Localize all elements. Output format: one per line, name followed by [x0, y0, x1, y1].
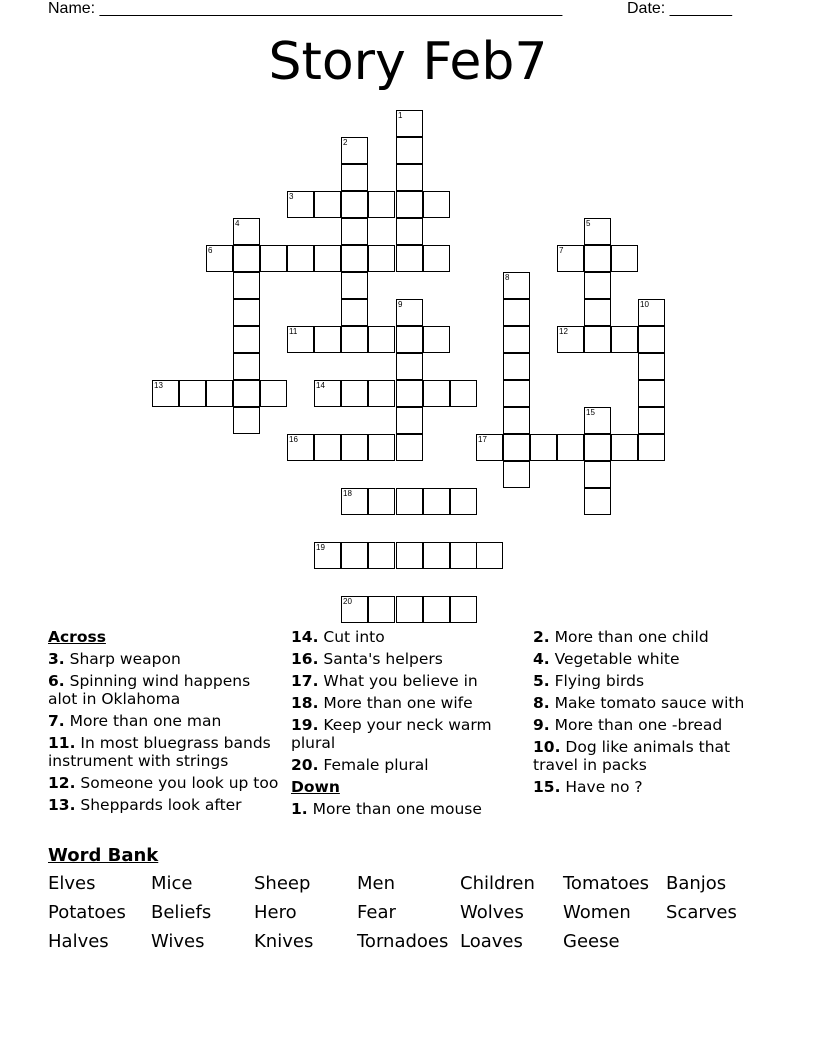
cell-number: 20 [343, 597, 352, 606]
grid-cell[interactable] [584, 326, 611, 353]
grid-cell[interactable] [423, 488, 450, 515]
word-bank-word: Geese [563, 931, 620, 952]
clue-text: More than one mouse [307, 800, 482, 818]
grid-cell[interactable] [503, 434, 530, 461]
clue-item [533, 738, 769, 774]
grid-cell[interactable] [503, 326, 530, 353]
grid-cell[interactable] [423, 191, 450, 218]
clue-item [533, 694, 769, 712]
clue-text: More than one -bread [549, 716, 723, 734]
cell-number: 6 [208, 246, 213, 255]
grid-cell[interactable] [233, 353, 260, 380]
clue-item [291, 694, 527, 712]
grid-cell[interactable] [450, 380, 477, 407]
clue-number: 14. [291, 628, 319, 646]
grid-cell[interactable] [638, 299, 665, 326]
clue-number: 5. [533, 672, 550, 690]
grid-cell[interactable] [396, 245, 423, 272]
grid-cell[interactable] [396, 137, 423, 164]
clue-number: 16. [291, 650, 319, 668]
clue-text: More than one man [64, 712, 222, 730]
name-field-label: Name: ____________________________________________________ [48, 0, 563, 17]
clue-number: 7. [48, 712, 65, 730]
clue-item [291, 628, 527, 646]
clue-item [48, 734, 284, 770]
cell-number: 2 [343, 138, 348, 147]
clues-column-3 [533, 628, 769, 800]
clue-number: 11. [48, 734, 76, 752]
word-bank-word: Mice [151, 873, 193, 894]
grid-cell[interactable] [314, 542, 341, 569]
grid-cell[interactable] [233, 272, 260, 299]
grid-cell[interactable] [368, 488, 395, 515]
grid-cell[interactable] [396, 542, 423, 569]
grid-cell[interactable] [396, 164, 423, 191]
grid-cell[interactable] [368, 326, 395, 353]
clue-item [48, 774, 284, 792]
grid-cell[interactable] [638, 326, 665, 353]
clue-item [533, 778, 769, 796]
cell-number: 1 [398, 111, 403, 120]
clue-item [533, 672, 769, 690]
word-bank-word: Halves [48, 931, 109, 952]
grid-cell[interactable] [611, 245, 638, 272]
word-bank-word: Tornadoes [357, 931, 449, 952]
grid-cell[interactable] [476, 434, 503, 461]
grid-cell[interactable] [503, 461, 530, 488]
clue-item [291, 716, 527, 752]
grid-cell[interactable] [341, 596, 368, 623]
grid-cell[interactable] [206, 245, 233, 272]
clue-number: 3. [48, 650, 65, 668]
word-bank-word: Wives [151, 931, 205, 952]
word-bank-word: Children [460, 873, 535, 894]
grid-cell[interactable] [341, 272, 368, 299]
cell-number: 10 [640, 300, 649, 309]
word-bank-word: Beliefs [151, 902, 212, 923]
grid-cell[interactable] [314, 191, 341, 218]
clue-item [48, 650, 284, 668]
clue-text: Sharp weapon [64, 650, 181, 668]
grid-cell[interactable] [530, 434, 557, 461]
clue-number: 13. [48, 796, 76, 814]
word-bank-word: Women [563, 902, 631, 923]
clue-item [291, 800, 527, 818]
clue-item [48, 672, 284, 708]
clue-text: Keep your neck warm plural [291, 716, 492, 752]
clue-number: 12. [48, 774, 76, 792]
cell-number: 9 [398, 300, 403, 309]
clue-text: Female plural [318, 756, 429, 774]
grid-cell[interactable] [233, 299, 260, 326]
word-bank-word: Tomatoes [563, 873, 650, 894]
word-bank-word: Elves [48, 873, 96, 894]
cell-number: 7 [559, 246, 564, 255]
grid-cell[interactable] [396, 353, 423, 380]
cell-number: 18 [343, 489, 352, 498]
word-bank-word: Knives [254, 931, 314, 952]
clue-text: More than one wife [318, 694, 473, 712]
grid-cell[interactable] [233, 326, 260, 353]
cell-number: 19 [316, 543, 325, 552]
clues-column-2 [291, 628, 527, 822]
grid-cell[interactable] [557, 245, 584, 272]
grid-cell[interactable] [638, 407, 665, 434]
clue-number: 4. [533, 650, 550, 668]
cell-number: 12 [559, 327, 568, 336]
grid-cell[interactable] [233, 218, 260, 245]
clue-text: In most bluegrass bands instrument with strings [48, 734, 271, 770]
grid-cell[interactable] [503, 353, 530, 380]
grid-cell[interactable] [503, 272, 530, 299]
clue-text: Someone you look up too [75, 774, 279, 792]
grid-cell[interactable] [584, 245, 611, 272]
down-heading: Down [291, 778, 340, 796]
clue-text: Sheppards look after [75, 796, 242, 814]
grid-cell[interactable] [584, 488, 611, 515]
cell-number: 16 [289, 435, 298, 444]
cell-number: 17 [478, 435, 487, 444]
cell-number: 8 [505, 273, 510, 282]
word-bank-word: Men [357, 873, 396, 894]
grid-cell[interactable] [233, 245, 260, 272]
clue-item [48, 796, 284, 814]
grid-cell[interactable] [396, 380, 423, 407]
cell-number: 14 [316, 381, 325, 390]
word-bank-word: Scarves [666, 902, 737, 923]
clue-text: What you believe in [318, 672, 478, 690]
word-bank-word: Potatoes [48, 902, 126, 923]
grid-cell[interactable] [423, 326, 450, 353]
grid-cell[interactable] [206, 380, 233, 407]
word-bank-title: Word Bank [48, 845, 159, 866]
grid-cell[interactable] [341, 137, 368, 164]
clues-column-1 [48, 628, 284, 818]
word-bank-word: Hero [254, 902, 297, 923]
clue-item [291, 672, 527, 690]
clue-number: 2. [533, 628, 550, 646]
grid-cell[interactable] [638, 380, 665, 407]
grid-cell[interactable] [368, 596, 395, 623]
grid-cell[interactable] [341, 245, 368, 272]
cell-number: 5 [586, 219, 591, 228]
clue-text: Santa's helpers [318, 650, 443, 668]
grid-cell[interactable] [233, 380, 260, 407]
grid-cell[interactable] [341, 326, 368, 353]
clue-text: Have no ? [560, 778, 643, 796]
grid-cell[interactable] [368, 434, 395, 461]
grid-cell[interactable] [638, 353, 665, 380]
grid-cell[interactable] [557, 326, 584, 353]
grid-cell[interactable] [396, 218, 423, 245]
grid-cell[interactable] [368, 542, 395, 569]
cell-number: 11 [289, 327, 298, 336]
clue-text: Cut into [318, 628, 385, 646]
grid-cell[interactable] [503, 407, 530, 434]
word-bank-word: Sheep [254, 873, 311, 894]
grid-cell[interactable] [611, 326, 638, 353]
grid-cell[interactable] [341, 434, 368, 461]
cell-number: 3 [289, 192, 294, 201]
clue-number: 8. [533, 694, 550, 712]
cell-number: 4 [235, 219, 240, 228]
clue-item [533, 628, 769, 646]
grid-cell[interactable] [611, 434, 638, 461]
grid-cell[interactable] [584, 434, 611, 461]
grid-cell[interactable] [341, 218, 368, 245]
grid-cell[interactable] [341, 164, 368, 191]
grid-cell[interactable] [341, 380, 368, 407]
grid-cell[interactable] [396, 596, 423, 623]
clue-number: 15. [533, 778, 561, 796]
clue-number: 10. [533, 738, 561, 756]
clue-item [291, 650, 527, 668]
grid-cell[interactable] [287, 191, 314, 218]
grid-cell[interactable] [314, 245, 341, 272]
clue-text: More than one child [549, 628, 709, 646]
grid-cell[interactable] [287, 245, 314, 272]
grid-cell[interactable] [260, 380, 287, 407]
grid-cell[interactable] [233, 407, 260, 434]
clue-text: Flying birds [549, 672, 645, 690]
grid-cell[interactable] [287, 434, 314, 461]
grid-cell[interactable] [396, 407, 423, 434]
grid-cell[interactable] [396, 191, 423, 218]
grid-cell[interactable] [314, 380, 341, 407]
grid-cell[interactable] [179, 380, 206, 407]
word-bank-word: Banjos [666, 873, 727, 894]
grid-cell[interactable] [423, 542, 450, 569]
grid-cell[interactable] [368, 191, 395, 218]
grid-cell[interactable] [368, 380, 395, 407]
word-bank-word: Fear [357, 902, 396, 923]
grid-cell[interactable] [584, 407, 611, 434]
grid-cell[interactable] [423, 380, 450, 407]
grid-cell[interactable] [396, 488, 423, 515]
clue-number: 6. [48, 672, 65, 690]
grid-cell[interactable] [476, 542, 503, 569]
clue-number: 19. [291, 716, 319, 734]
clue-text: Spinning wind happens alot in Oklahoma [48, 672, 251, 708]
grid-cell[interactable] [557, 434, 584, 461]
grid-cell[interactable] [396, 326, 423, 353]
grid-cell[interactable] [584, 299, 611, 326]
clue-text: Make tomato sauce with [549, 694, 745, 712]
grid-cell[interactable] [341, 542, 368, 569]
grid-cell[interactable] [152, 380, 179, 407]
clue-item [48, 712, 284, 730]
clue-number: 1. [291, 800, 308, 818]
clue-number: 9. [533, 716, 550, 734]
grid-cell[interactable] [396, 110, 423, 137]
grid-cell[interactable] [368, 245, 395, 272]
grid-cell[interactable] [638, 434, 665, 461]
grid-cell[interactable] [260, 245, 287, 272]
word-bank-word: Loaves [460, 931, 523, 952]
date-field-label: Date: _______ [627, 0, 732, 17]
grid-cell[interactable] [341, 299, 368, 326]
grid-cell[interactable] [396, 434, 423, 461]
grid-cell[interactable] [450, 596, 477, 623]
grid-cell[interactable] [314, 326, 341, 353]
clue-item [533, 650, 769, 668]
grid-cell[interactable] [450, 542, 477, 569]
grid-cell[interactable] [423, 245, 450, 272]
clue-text: Dog like animals that travel in packs [533, 738, 731, 774]
grid-cell[interactable] [503, 299, 530, 326]
grid-cell[interactable] [503, 380, 530, 407]
grid-cell[interactable] [396, 299, 423, 326]
across-heading: Across [48, 628, 106, 646]
clue-number: 18. [291, 694, 319, 712]
grid-cell[interactable] [287, 326, 314, 353]
word-bank-word: Wolves [460, 902, 524, 923]
grid-cell[interactable] [341, 191, 368, 218]
grid-cell[interactable] [341, 488, 368, 515]
clue-item [533, 716, 769, 734]
page-title: Story Feb7 [268, 32, 548, 92]
grid-cell[interactable] [450, 488, 477, 515]
clue-number: 17. [291, 672, 319, 690]
clue-number: 20. [291, 756, 319, 774]
grid-cell[interactable] [423, 596, 450, 623]
cell-number: 15 [586, 408, 595, 417]
clue-item [291, 756, 527, 774]
grid-cell[interactable] [314, 434, 341, 461]
clue-text: Vegetable white [549, 650, 680, 668]
grid-cell[interactable] [584, 461, 611, 488]
grid-cell[interactable] [584, 272, 611, 299]
grid-cell[interactable] [584, 218, 611, 245]
cell-number: 13 [154, 381, 163, 390]
